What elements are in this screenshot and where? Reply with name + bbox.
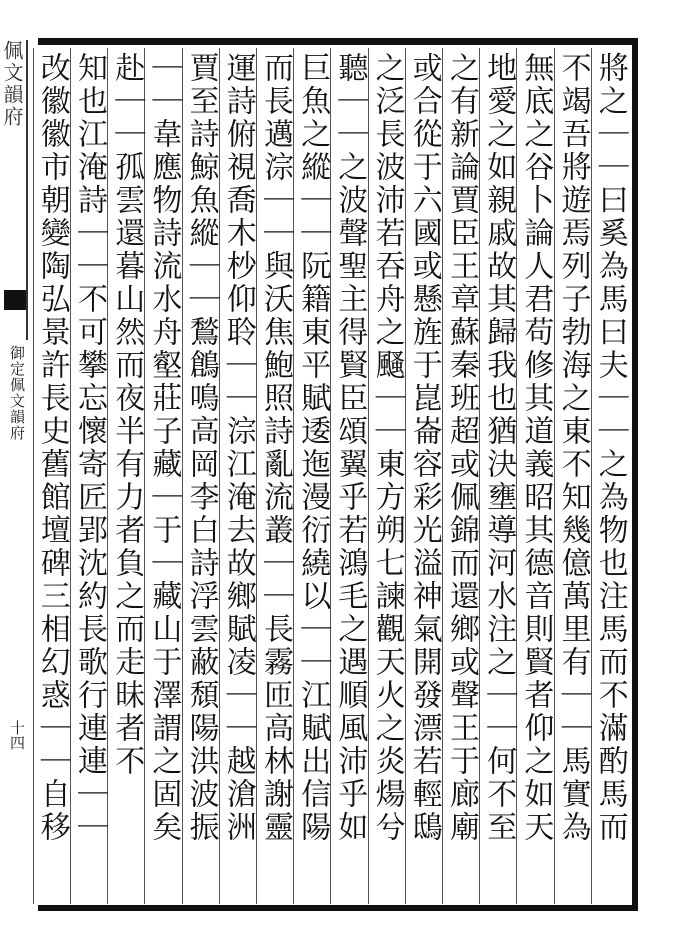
text-column: 改徽徽市朝變陶弘景許長史舊館壇碑三相幻惑｜｜自移 [34, 52, 70, 844]
text-column: 巨魚之縱｜｜阮籍東平賦逶迤漫衍繞以｜｜江賦出信陽 [295, 52, 331, 844]
top-border [38, 38, 638, 45]
fishtail-mark [4, 290, 26, 310]
text-column: 賈至詩鯨魚縱｜｜鶖鶬鳴高岡李白詩浮雲蔽頹陽洪波振 [183, 52, 219, 844]
margin-running-title: 佩文韻府 [0, 40, 24, 128]
text-column: 地愛之如親戚故其歸我也猶決壅導河水注之｜｜何不至 [481, 52, 517, 844]
text-column: 知也江淹詩｜｜不可攀忘懷寄匠郢沈約長歌行連連｜｜ [72, 52, 107, 844]
margin-page-number: 十四 [8, 720, 26, 750]
text-column: 之有新論賈臣王章蘇秦班超或佩錦而還鄉或聲王于廊廟 [444, 52, 479, 844]
text-column: 運詩俯視喬木杪仰聆｜｜淙江淹去故鄉賦凌｜｜越滄洲 [220, 52, 256, 844]
right-border [632, 38, 638, 911]
margin-book-title: 御定佩文韻府 [8, 345, 26, 441]
text-column: 而長邁淙｜｜與沃焦鮑照詩亂流叢｜｜長霧匝高林謝靈 [258, 52, 293, 844]
text-column: 將之｜｜曰奚為馬曰夫｜｜之為物也注馬而不滿酌馬而 [592, 52, 628, 844]
text-column: 之泛長波沛若吞舟之颾｜｜東方朔七諫觀天火之炎煬兮 [369, 52, 405, 844]
text-column: 或合從于六國或懸旌于崑崙容彩光溢神氣開發漂若輕鴟 [406, 52, 442, 844]
text-column: 不竭吾將遊焉列子勃海之東不知幾億萬里有｜｜馬實為 [555, 52, 591, 844]
text-column: 赴｜｜孤雲還暮山然而夜半有力者負之而走昧者不 [109, 52, 145, 778]
column-rule [33, 48, 34, 904]
text-column: ｜｜韋應物詩流水舟壑莊子藏｜于｜藏山于澤謂之固矣 [146, 52, 182, 844]
text-column: 無底之谷卜論人君苟修其道義昭其德音則賢者仰之如天 [518, 52, 554, 844]
text-column: 聽｜｜之波聲聖主得賢臣頌翼乎若鴻毛之遇順風沛乎如 [332, 52, 368, 844]
bottom-border [38, 905, 638, 911]
